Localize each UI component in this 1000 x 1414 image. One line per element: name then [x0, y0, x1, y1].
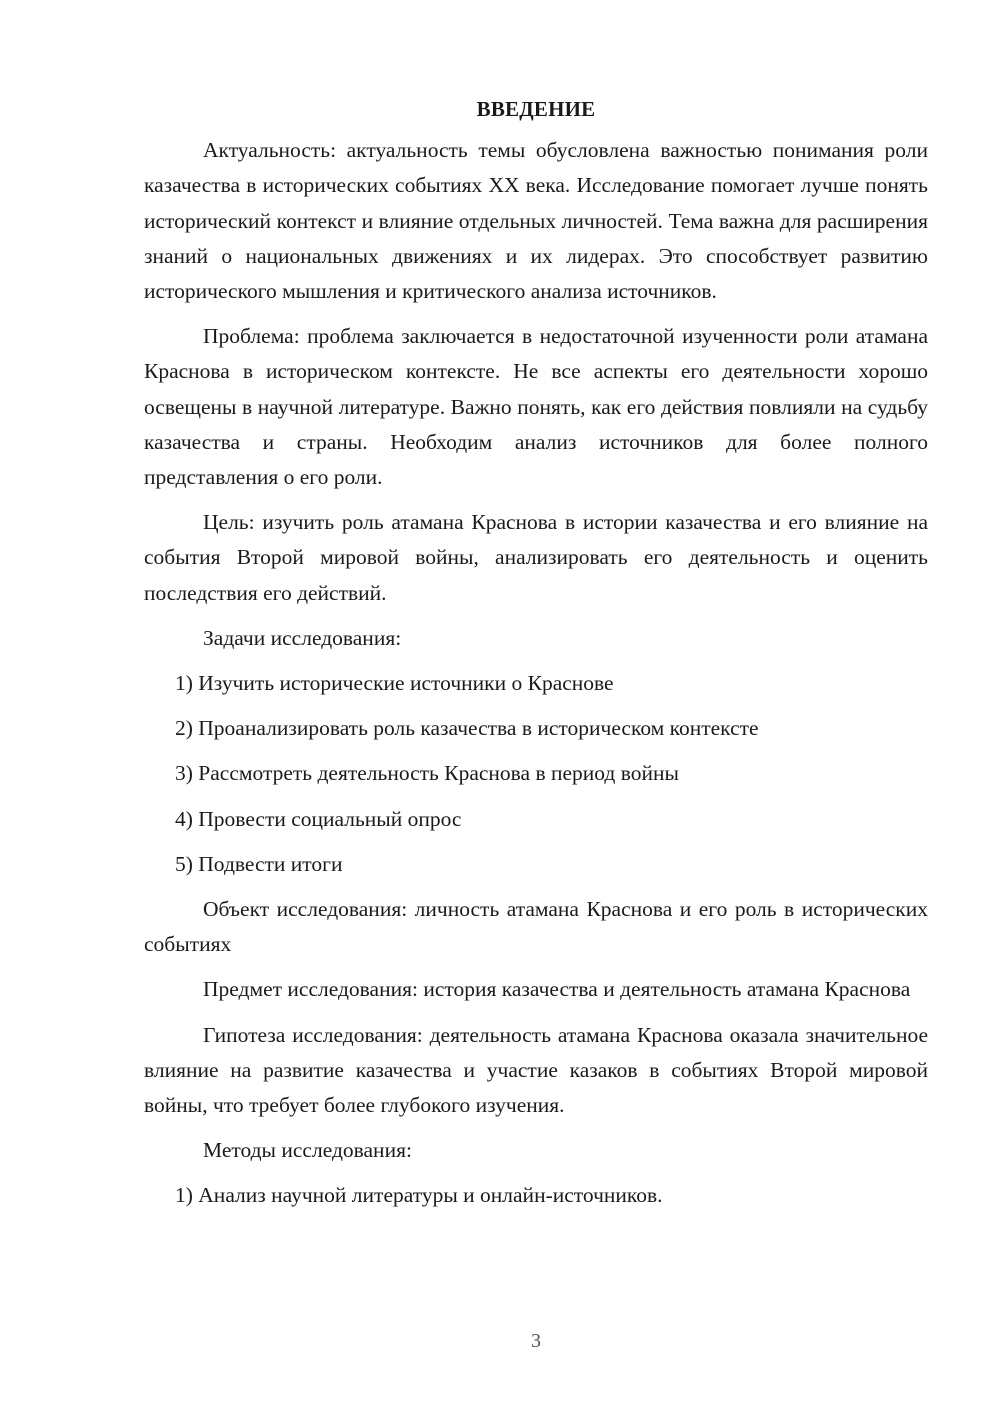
list-item: 5) Подвести итоги [175, 851, 343, 876]
page-number: 3 [531, 1330, 541, 1352]
methods-heading: Методы исследования: [203, 1138, 412, 1163]
list-item: 4) Провести социальный опрос [175, 806, 462, 831]
subject-paragraph: Предмет исследования: история казачества и деятельность атамана Краснова [203, 977, 911, 1002]
list-item: 1) Анализ научной литературы и онлайн-источников. [175, 1183, 663, 1208]
list-item: 3) Рассмотреть деятельность Краснова в период войны [175, 761, 679, 786]
hypothesis-paragraph: Гипотеза исследования: деятельность атамана Краснова оказала значительное влияние на развитие казачества и участие казаков в событиях Второй мировой войны, что требует более глубокого изучения. [144, 1022, 928, 1118]
page-title: ВВЕДЕНИЕ [476, 97, 596, 121]
list-item: 1) Изучить исторические источники о Краснове [175, 671, 614, 696]
object-paragraph: Объект исследования: личность атамана Краснова и его роль в исторических событиях [144, 897, 928, 957]
tasks-list [144, 666, 928, 882]
goal-paragraph: Цель: изучить роль атамана Краснова в истории казачества и его влияние на события Второй мировой войны, анализировать его деятельность и оценить последствия его действий. [144, 510, 928, 605]
methods-list [144, 1178, 928, 1213]
relevance-paragraph: Актуальность: актуальность темы обусловлена важностью понимания роли казачества в исторических событиях XX века. Исследование помогает лучше понять исторический контекст и влияние отдельных личностей. Тема важна для расширения знаний о национальных движениях и их лидерах. Это способствует развитию исторического мышления и критического анализа источников. [144, 138, 928, 304]
problem-paragraph: Проблема: проблема заключается в недостаточной изученности роли атамана Краснова в историческом контексте. Не все аспекты его деятельности хорошо освещены в научной литературе. Важно понять, как его действия повлияли на судьбу казачества и страны. Необходим анализ источников для более полного представления о его роли. [144, 324, 928, 490]
tasks-heading: Задачи исследования: [203, 625, 402, 650]
document-page [144, 92, 928, 1224]
list-item: 2) Проанализировать роль казачества в историческом контексте [175, 716, 759, 741]
